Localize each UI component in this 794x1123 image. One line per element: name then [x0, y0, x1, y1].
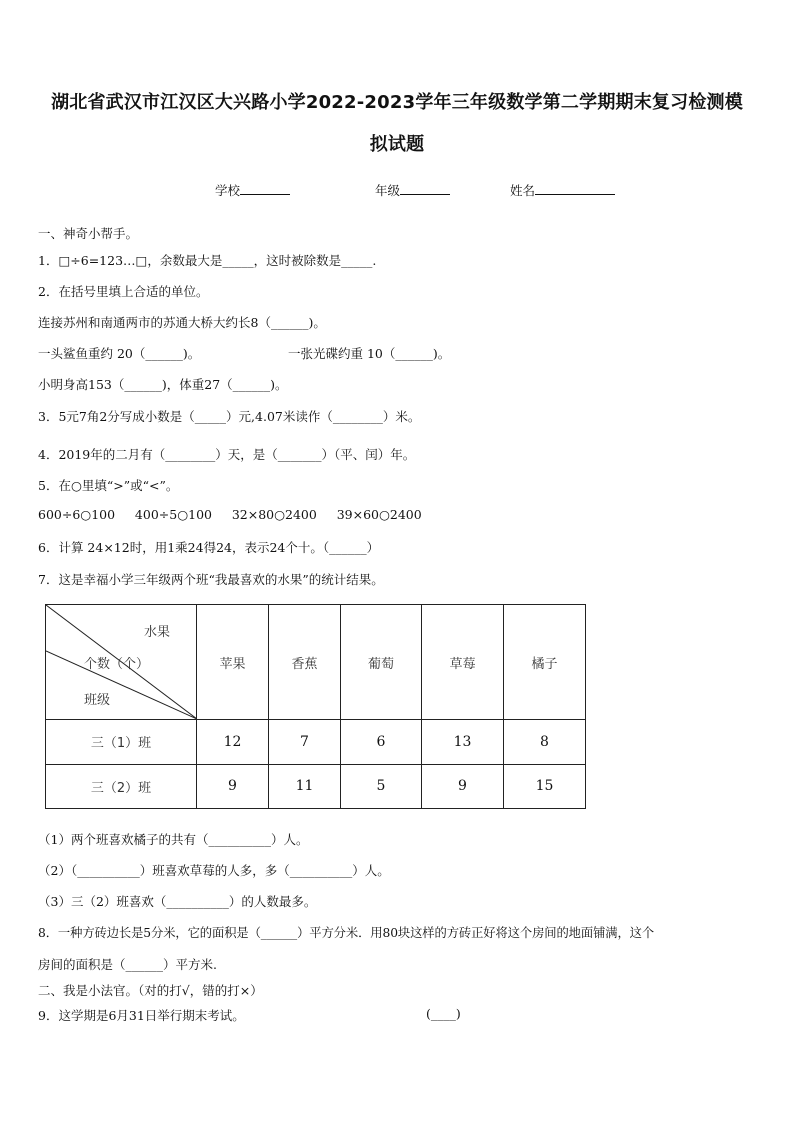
question-2-line3: 小明身高153（______)，体重27（______)。 [38, 377, 288, 392]
table-row [46, 720, 586, 765]
question-4: 4．2019年的二月有（________）天，是（_______）（平、闰）年。 [38, 447, 416, 462]
page-title-line2: 拟试题 [369, 134, 425, 155]
question-7-sub2: （2）（__________）班喜欢草莓的人多，多（__________）人。 [38, 863, 390, 878]
grade-blank[interactable] [400, 182, 450, 195]
question-7-title: 7．这是幸福小学三年级两个班“我最喜欢的水果”的统计结果。 [38, 572, 384, 587]
row-label: 三（2）班 [46, 764, 197, 809]
name-label: 姓名 [510, 183, 536, 198]
column-header: 苹果 [197, 605, 269, 720]
question-5-title: 5．在○里填“>”或“<”。 [38, 478, 179, 493]
question-2-title: 2．在括号里填上合适的单位。 [38, 284, 209, 299]
question-2-line2b: 一张光碟约重 10（______)。 [288, 346, 451, 361]
question-8-line1: 8．一种方砖边长是5分米，它的面积是（______）平方分米．用80块这样的方砖正好将这个房间的地面铺满，这个 [38, 926, 655, 940]
question-2-line1: 连接苏州和南通两市的苏通大桥大约长8（______)。 [38, 315, 326, 330]
column-header: 草莓 [422, 605, 504, 720]
question-3: 3．5元7角2分写成小数是（_____）元,4.07米读作（________）米。 [38, 409, 421, 424]
question-2-line2a: 一头鲨鱼重约 20（______)。 [38, 346, 201, 361]
section1-title: 一、神奇小帮手。 [38, 226, 139, 241]
table-cell: 8 [504, 720, 586, 765]
table-cell: 5 [341, 764, 422, 809]
fruit-stats-table [45, 604, 586, 809]
name-blank[interactable] [535, 182, 615, 195]
question-1: 1．□÷6=123…□，余数最大是_____，这时被除数是_____. [38, 253, 377, 268]
grade-field [375, 181, 450, 199]
page-title-line1: 湖北省武汉市江汉区大兴路小学2022-2023学年三年级数学第二学期期末复习检测模 [51, 92, 743, 113]
question-7-sub3: （3）三（2）班喜欢（__________）的人数最多。 [38, 894, 317, 909]
table-row [46, 764, 586, 809]
school-label: 学校 [215, 183, 241, 198]
corner-label-count: 个数（个） [84, 657, 150, 672]
corner-label-class: 班级 [84, 693, 111, 708]
corner-label-fruit: 水果 [144, 625, 171, 640]
section2-title: 二、我是小法官。（对的打√，错的打×） [38, 983, 263, 998]
grade-label: 年级 [375, 183, 401, 198]
row-label: 三（1）班 [46, 720, 197, 765]
table-cell: 6 [341, 720, 422, 765]
table-cell: 9 [197, 764, 269, 809]
column-header: 香蕉 [269, 605, 341, 720]
question-9: 9．这学期是6月31日举行期末考试。 [38, 1008, 245, 1023]
table-cell: 12 [197, 720, 269, 765]
question-6: 6．计算 24×12时，用1乘24得24，表示24个十。（______） [38, 540, 380, 555]
name-field [510, 181, 615, 199]
school-field [215, 181, 290, 199]
column-header: 橘子 [504, 605, 586, 720]
school-blank[interactable] [240, 182, 290, 195]
question-8-line2: 房间的面积是（______）平方米. [38, 957, 217, 972]
table-corner-header [46, 605, 197, 720]
table-cell: 9 [422, 764, 504, 809]
question-5-items: 600÷6○100 400÷5○100 32×80○2400 39×60○2400 [38, 507, 422, 522]
question-9-answer-blank[interactable]: (____) [426, 1006, 461, 1021]
table-cell: 13 [422, 720, 504, 765]
table-cell: 7 [269, 720, 341, 765]
table-cell: 15 [504, 764, 586, 809]
question-7-sub1: （1）两个班喜欢橘子的共有（__________）人。 [38, 832, 309, 847]
table-cell: 11 [269, 764, 341, 809]
column-header: 葡萄 [341, 605, 422, 720]
